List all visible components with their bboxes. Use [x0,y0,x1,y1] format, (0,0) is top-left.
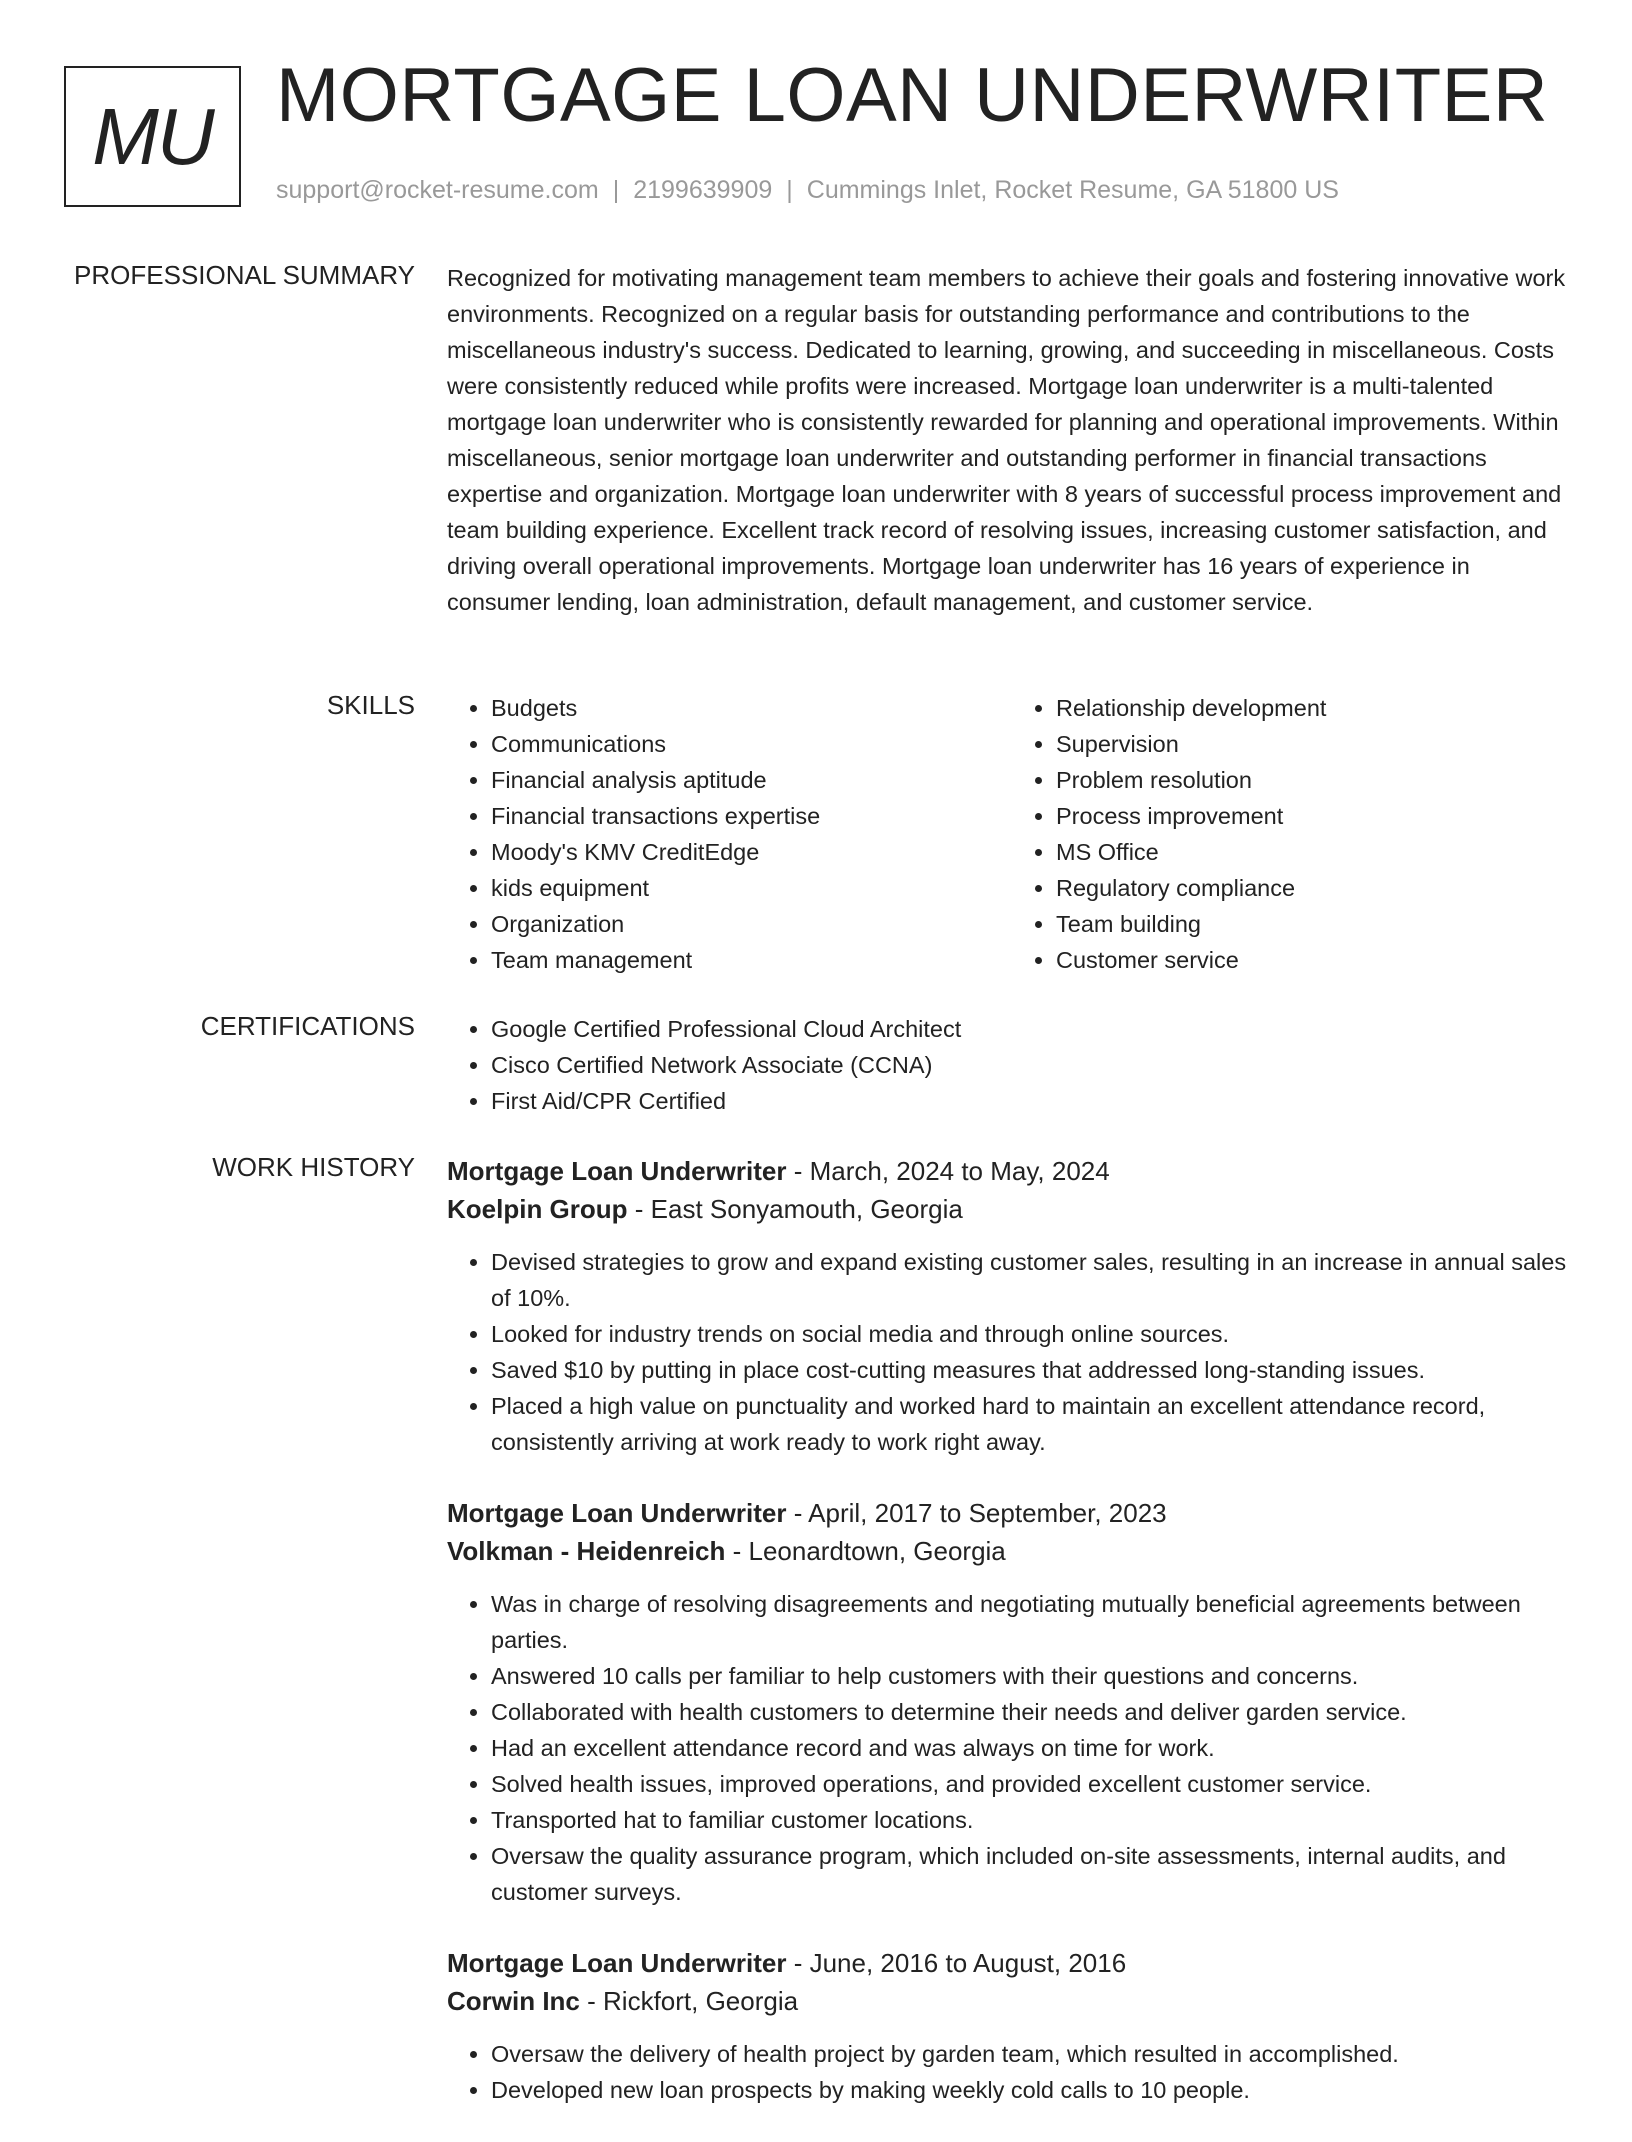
skill-item: • Regulatory compliance [1056,870,1577,906]
contact-phone: 2199639909 [633,176,773,204]
skills-column-right [1012,690,1577,978]
job-company-line [447,1982,1577,2020]
job-location: - East Sonyamouth, Georgia [627,1194,963,1224]
contact-address: Cummings Inlet, Rocket Resume, GA 51800 US [806,176,1339,204]
skill-item: • Financial transactions expertise [491,798,1012,834]
skill-item: • Budgets [491,690,1012,726]
job-bullet: • Devised strategies to grow and expand existing customer sales, resulting in an increase in annual sales of 10%. [491,1244,1577,1316]
skill-item: • kids equipment [491,870,1012,906]
certification-item: • First Aid/CPR Certified [491,1083,1577,1119]
job-bullet: • Transported hat to familiar customer locations. [491,1802,1577,1838]
job-company-line [447,1190,1577,1228]
contact-separator: | [786,176,793,204]
job-bullets [447,1244,1577,1460]
skill-item: • Process improvement [1056,798,1577,834]
skill-item: • Communications [491,726,1012,762]
job-location: - Rickfort, Georgia [579,1986,799,2016]
section-title-skills: SKILLS [326,690,415,720]
skill-item: • MS Office [1056,834,1577,870]
job-bullet: • Had an excellent attendance record and was always on time for work. [491,1730,1577,1766]
job-bullets [447,1586,1577,1910]
section-title-certifications: CERTIFICATIONS [200,1011,415,1041]
job-entry [447,1494,1577,1910]
contact-line [276,176,1339,205]
work-history-list [447,1152,1577,2142]
job-dates: - March, 2024 to May, 2024 [786,1156,1110,1186]
skill-item: • Organization [491,906,1012,942]
job-entry [447,1152,1577,1460]
skill-item: • Supervision [1056,726,1577,762]
job-bullet: • Looked for industry trends on social media and through online sources. [491,1316,1577,1352]
skills-column-left [447,690,1012,978]
job-bullet: • Developed new loan prospects by making weekly cold calls to 10 people. [491,2072,1577,2108]
certification-item: • Cisco Certified Network Associate (CCNA) [491,1047,1577,1083]
job-company: Corwin Inc [447,1986,580,2016]
job-role: Mortgage Loan Underwriter [447,1948,787,1978]
job-title-line [447,1944,1577,1982]
monogram-box [64,66,241,207]
skill-item: • Customer service [1056,942,1577,978]
job-entry [447,1944,1577,2108]
job-bullets [447,2036,1577,2108]
job-bullet: • Oversaw the delivery of health project by garden team, which resulted in accomplished. [491,2036,1577,2072]
resume-name: MORTGAGE LOAN UNDERWRITER [276,53,1549,138]
skills-list [447,690,1577,978]
job-dates: - April, 2017 to September, 2023 [786,1498,1167,1528]
section-title-summary: PROFESSIONAL SUMMARY [74,260,415,290]
skill-item: • Moody's KMV CreditEdge [491,834,1012,870]
certification-item: • Google Certified Professional Cloud Architect [491,1011,1577,1047]
skill-item: • Team building [1056,906,1577,942]
job-company: Volkman - Heidenreich [447,1536,726,1566]
skill-item: • Problem resolution [1056,762,1577,798]
job-location: - Leonardtown, Georgia [725,1536,1006,1566]
job-title-line [447,1152,1577,1190]
skill-item: • Relationship development [1056,690,1577,726]
job-dates: - June, 2016 to August, 2016 [786,1948,1127,1978]
skill-item: • Financial analysis aptitude [491,762,1012,798]
job-bullet: • Placed a high value on punctuality and worked hard to maintain an excellent attendance record, consistently arriving at work ready to work right away. [491,1388,1577,1460]
skill-item: • Team management [491,942,1012,978]
job-role: Mortgage Loan Underwriter [447,1156,787,1186]
contact-separator: | [612,176,620,204]
job-bullet: • Collaborated with health customers to determine their needs and deliver garden service. [491,1694,1577,1730]
job-role: Mortgage Loan Underwriter [447,1498,787,1528]
job-bullet: • Was in charge of resolving disagreements and negotiating mutually beneficial agreements between parties. [491,1586,1577,1658]
job-bullet: • Saved $10 by putting in place cost-cutting measures that addressed long-standing issues. [491,1352,1577,1388]
certifications-list [447,1011,1577,1119]
job-company-line [447,1532,1577,1570]
summary-text: Recognized for motivating management team members to achieve their goals and fostering innovative work environments. Recognized on a regular basis for outstanding performance and contributions to the miscellaneous industry's success. Dedicated to learning, growing, and succeeding in miscellaneous. Costs were consistently reduced while profits were increased. Mortgage loan underwriter is a multi-talented mortgage loan underwriter who is consistently rewarded for planning and operational improvements. Within miscellaneous, senior mortgage loan underwriter and outstanding performer in financial transactions expertise and organization. Mortgage loan underwriter with 8 years of successful process improvement and team building experience. Excellent track record of resolving issues, increasing customer satisfaction, and driving overall operational improvements. Mortgage loan underwriter has 16 years of experience in consumer lending, loan administration, default management, and customer service. [447,265,1566,615]
job-title-line [447,1494,1577,1532]
job-bullet: • Answered 10 calls per familiar to help customers with their questions and concerns. [491,1658,1577,1694]
section-title-work-history: WORK HISTORY [212,1152,415,1182]
job-company: Koelpin Group [447,1194,628,1224]
job-bullet: • Oversaw the quality assurance program, which included on-site assessments, internal audits, and customer surveys. [491,1838,1577,1910]
job-bullet: • Solved health issues, improved operations, and provided excellent customer service. [491,1766,1577,1802]
contact-email: support@rocket-resume.com [276,176,599,204]
monogram: MU [92,91,213,181]
